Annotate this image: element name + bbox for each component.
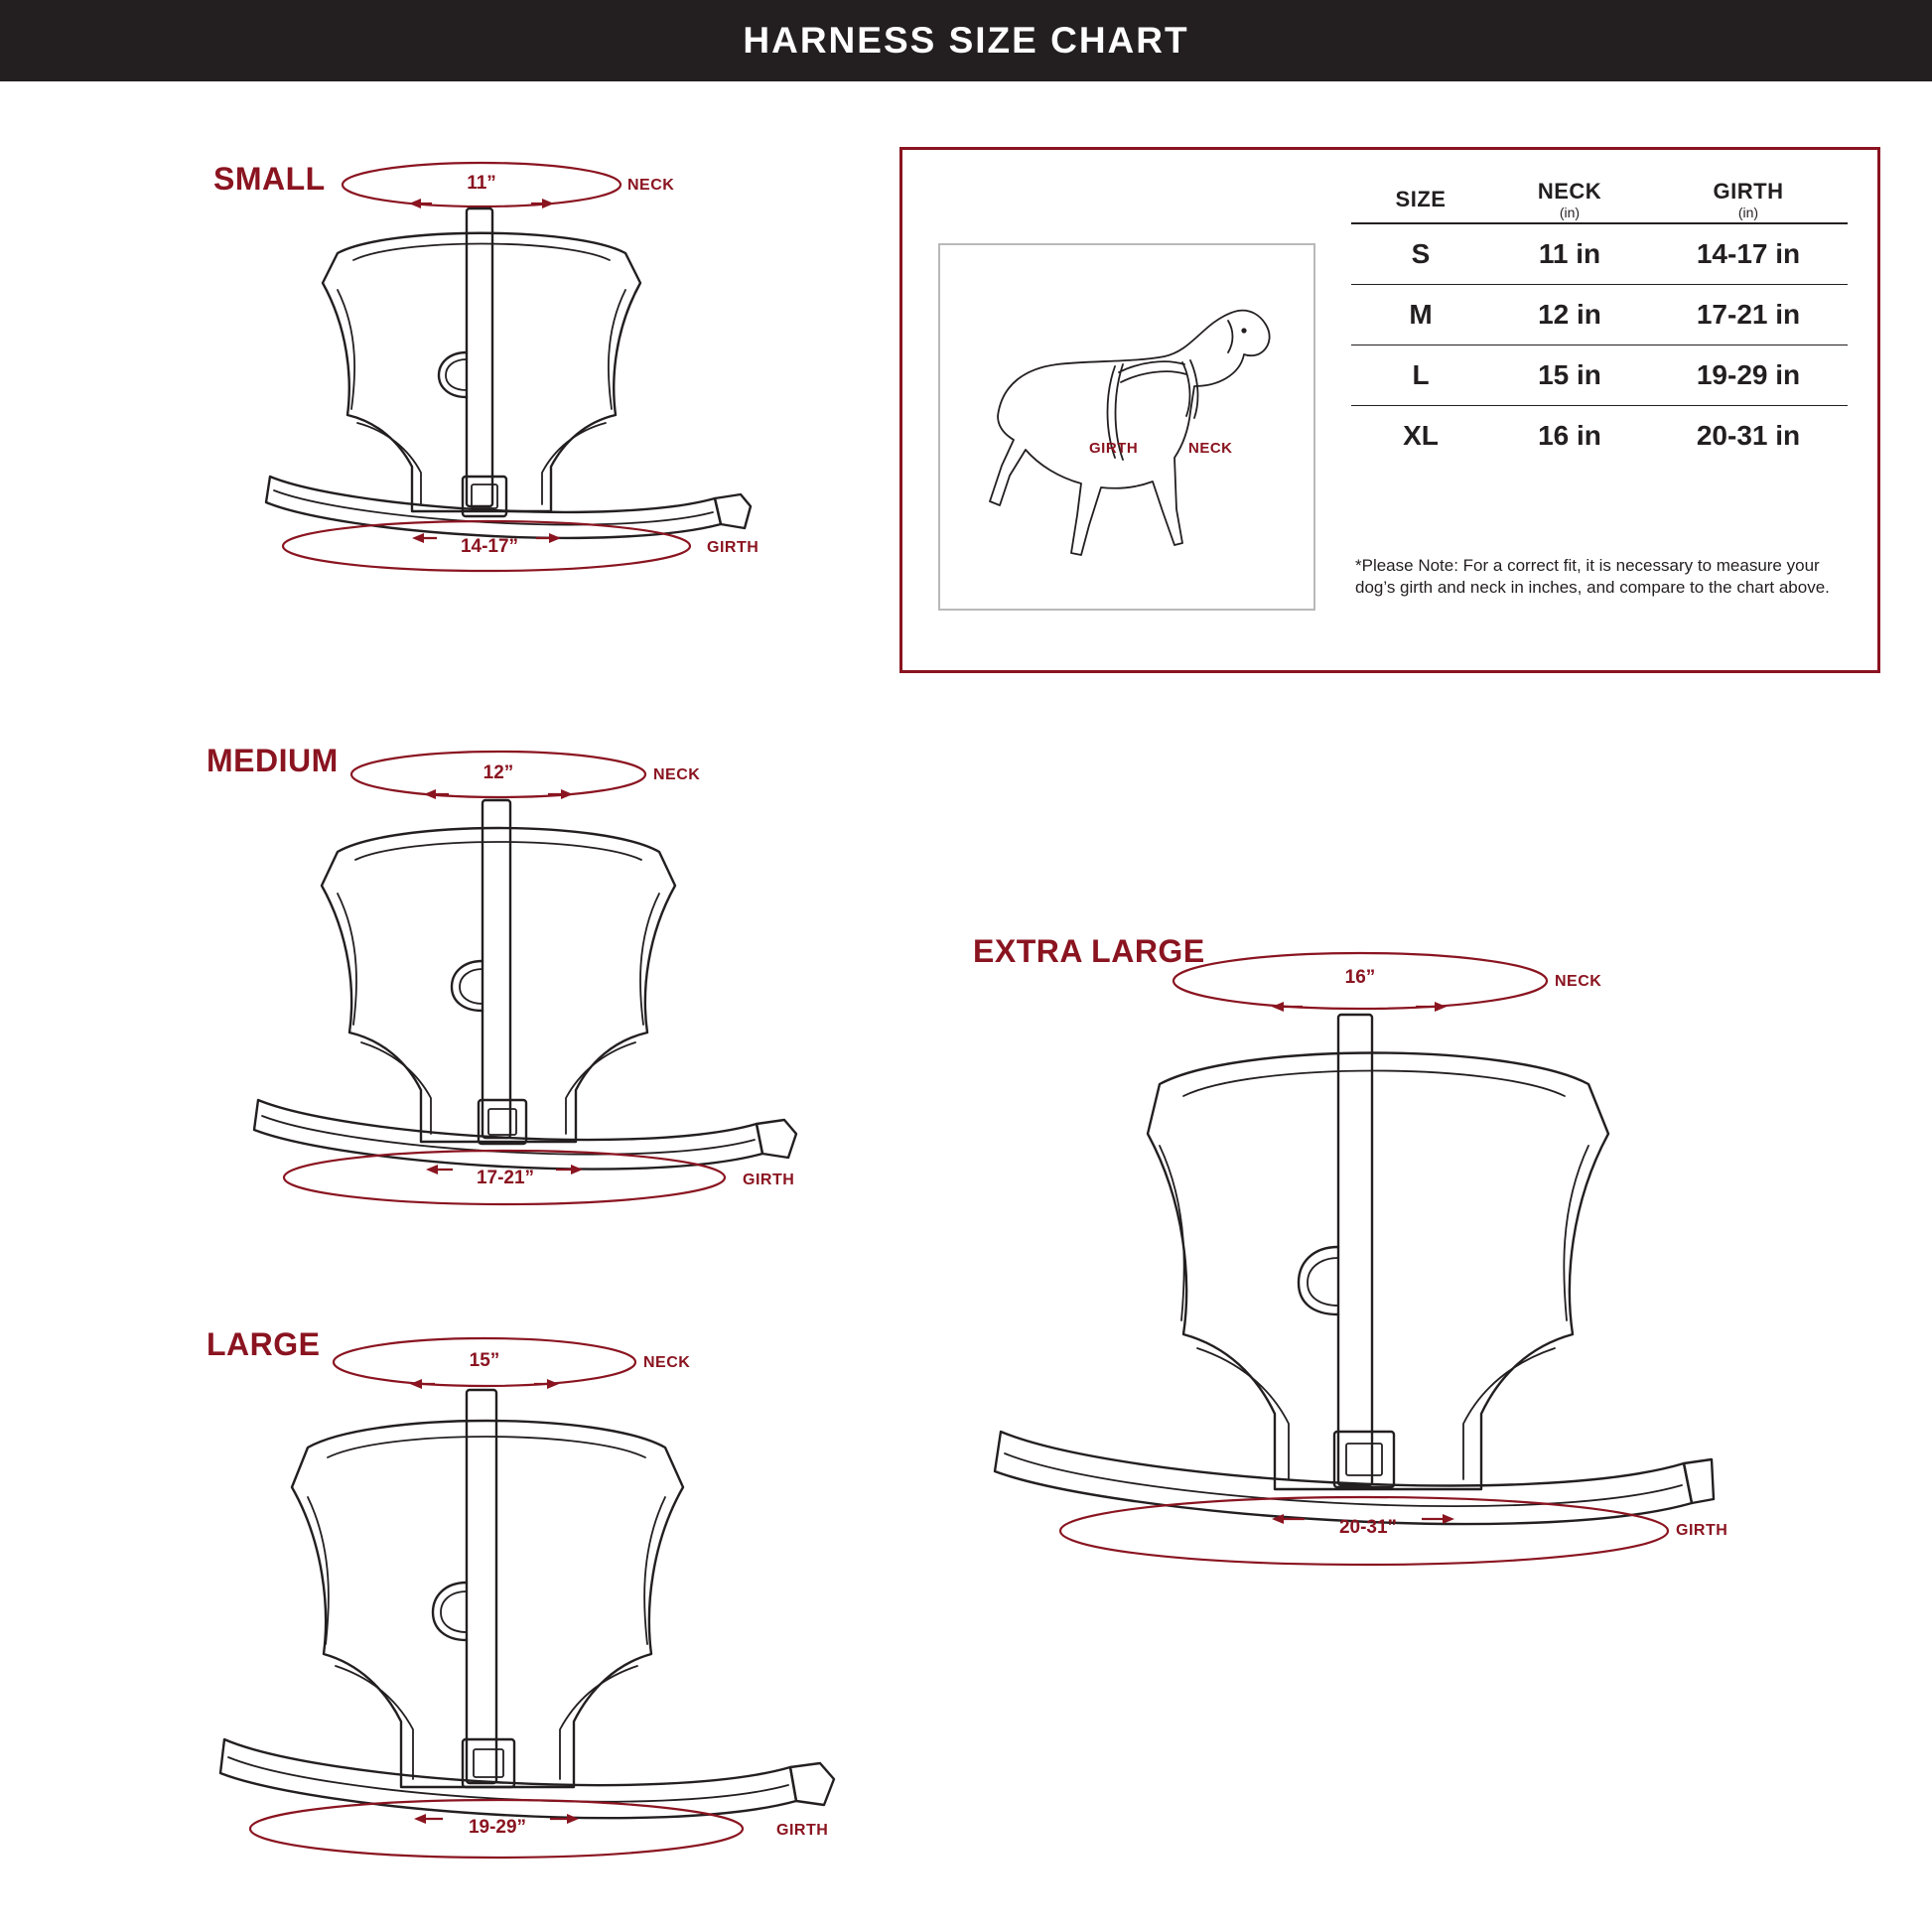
- dog-neck-label: NECK: [1188, 440, 1233, 457]
- size-label-small: SMALL: [213, 161, 326, 197]
- neck-tag-extra-large: NECK: [1555, 973, 1602, 990]
- neck-value-extra-large: 16”: [1344, 967, 1376, 988]
- table-row: [1351, 285, 1848, 345]
- neck-value-large: 15”: [469, 1350, 500, 1371]
- column-unit-girth: (in): [1737, 205, 1759, 220]
- neck-value-small: 11”: [467, 173, 496, 194]
- size-label-large: LARGE: [207, 1326, 321, 1362]
- harness-drawing-small: [189, 149, 804, 586]
- column-header-girth: GIRTH (in): [1649, 178, 1848, 223]
- size-table: [1351, 178, 1848, 466]
- cell-neck: 15 in: [1490, 345, 1649, 406]
- table-row: [1351, 345, 1848, 406]
- cell-girth: 14-17 in: [1649, 223, 1848, 285]
- neck-tag-small: NECK: [627, 177, 675, 194]
- neck-tag-medium: NECK: [653, 766, 701, 783]
- table-header-row: [1351, 178, 1848, 223]
- harness-panel-extra-large: [963, 923, 1728, 1579]
- girth-value-medium: 17-21”: [476, 1168, 535, 1188]
- size-label-medium: MEDIUM: [207, 743, 339, 778]
- harness-drawing-medium: [189, 735, 824, 1221]
- size-label-extra-large: EXTRA LARGE: [973, 933, 1205, 969]
- girth-value-small: 14-17”: [460, 536, 519, 557]
- cell-size: S: [1351, 223, 1490, 285]
- girth-value-extra-large: 20-31”: [1338, 1517, 1398, 1538]
- dog-girth-label: GIRTH: [1089, 440, 1139, 457]
- girth-tag-medium: GIRTH: [743, 1172, 795, 1188]
- column-unit-neck: (in): [1559, 205, 1581, 220]
- table-row: [1351, 406, 1848, 467]
- neck-value-medium: 12”: [483, 762, 514, 783]
- column-header-size: SIZE: [1395, 187, 1447, 211]
- fit-note: *Please Note: For a correct fit, it is necessary to measure your dog’s girth and neck in inches, and compare to the chart above.: [1355, 556, 1830, 598]
- cell-girth: 17-21 in: [1649, 285, 1848, 345]
- page-header: [0, 0, 1932, 81]
- table-row: [1351, 223, 1848, 285]
- cell-neck: 12 in: [1490, 285, 1649, 345]
- girth-value-large: 19-29”: [468, 1817, 527, 1838]
- cell-size: L: [1351, 345, 1490, 406]
- cell-girth: 20-31 in: [1649, 406, 1848, 467]
- cell-girth: 19-29 in: [1649, 345, 1848, 406]
- cell-neck: 16 in: [1490, 406, 1649, 467]
- harness-panel-small: [189, 149, 804, 586]
- girth-tag-small: GIRTH: [707, 539, 759, 556]
- cell-size: M: [1351, 285, 1490, 345]
- harness-drawing-extra-large: [963, 923, 1718, 1579]
- girth-tag-extra-large: GIRTH: [1676, 1522, 1728, 1539]
- harness-drawing-large: [189, 1320, 844, 1876]
- cell-neck: 11 in: [1490, 223, 1649, 285]
- column-header-neck: NECK (in): [1490, 178, 1649, 223]
- dog-illustration: [940, 245, 1313, 609]
- size-chart-card: [899, 147, 1880, 673]
- harness-panel-large: [189, 1320, 844, 1876]
- girth-tag-large: GIRTH: [776, 1822, 829, 1839]
- neck-tag-large: NECK: [643, 1354, 691, 1371]
- dog-diagram-box: [938, 243, 1315, 611]
- page-title: HARNESS SIZE CHART: [743, 20, 1189, 61]
- cell-size: XL: [1351, 406, 1490, 467]
- harness-panel-medium: [189, 735, 824, 1221]
